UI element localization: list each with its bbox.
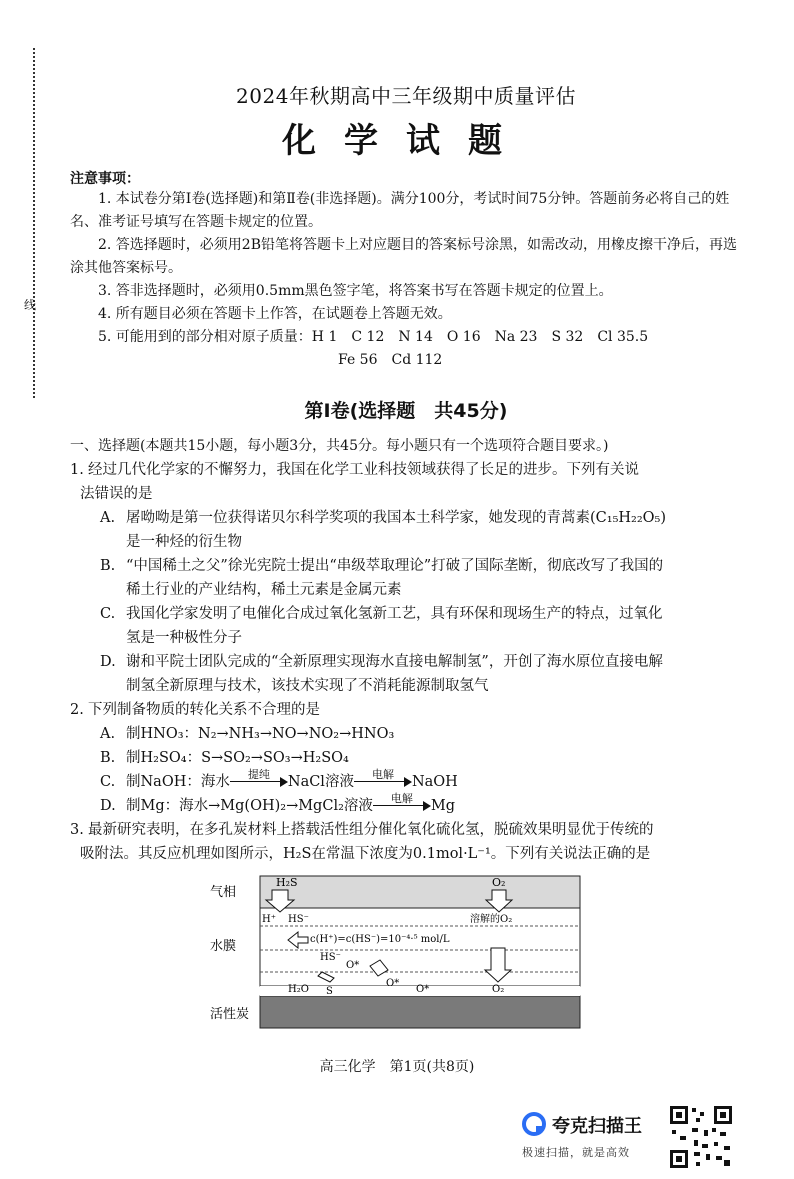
scanner-watermark	[522, 1112, 672, 1160]
label-s: S	[326, 986, 333, 997]
qr-code-icon	[668, 1104, 734, 1170]
question-1-stem: 1. 经过几代化学家的不懈努力，我国在化学工业科技领域获得了长足的进步。下列有关说	[70, 458, 742, 482]
label-o2-top: O₂	[492, 876, 506, 889]
page-footer: 高三化学 第1页(共8页)	[319, 1059, 475, 1075]
atomic-masses-line1: 5. 可能用到的部分相对原子质量：H 1 C 12 N 14 O 16 Na 23 S 32 Cl 35.5	[98, 329, 649, 345]
label-h2o: H₂O	[288, 984, 309, 995]
question-2-option-c: C. 制NaOH：海水 提纯 NaCl溶液 电解 NaOH	[100, 768, 458, 790]
brand-slogan: 极速扫描，就是高效	[522, 1146, 630, 1159]
activated-carbon-band	[260, 996, 580, 1028]
question-1-option-d-cont: 制氢全新原理与技术，该技术实现了不消耗能源制取氢气	[126, 678, 489, 694]
question-2-option-a: A. 制HNO₃：N₂→NH₃→NO→NO₂→HNO₃	[100, 726, 395, 742]
section-title: 第Ⅰ卷(选择题 共45分)	[304, 400, 508, 422]
exam-title: 2024年秋期高中三年级期中质量评估	[236, 84, 576, 108]
arrow-electrolysis: 电解	[354, 776, 412, 788]
label-hs-minus-2: HS⁻	[320, 952, 341, 963]
label-h2s: H₂S	[276, 876, 298, 889]
arrow-electrolysis: 电解	[373, 800, 431, 812]
label-o2-bottom: O₂	[492, 984, 505, 995]
label-gas-phase: 气相	[210, 885, 237, 900]
label-water-film: 水膜	[210, 939, 237, 954]
scanner-logo-icon	[522, 1112, 546, 1136]
question-1-option-c-cont: 氢是一种极性分子	[126, 630, 242, 646]
label-hs-minus: HS⁻	[288, 914, 309, 925]
subject-title: 化学试题	[282, 121, 530, 161]
brand-name: 夸克扫描王	[552, 1116, 642, 1137]
notice-title: 注意事项：	[70, 171, 140, 187]
question-number: 2.	[70, 702, 84, 718]
notice-item-4: 4. 所有题目必须在答题卡上作答，在试题卷上答题无效。	[98, 306, 452, 322]
question-2-option-b: B. 制H₂SO₄：S→SO₂→SO₃→H₂SO₄	[100, 750, 349, 766]
section-intro: 一、选择题(本题共15小题，每小题3分，共45分。每小题只有一个选项符合题目要求。)	[70, 438, 609, 454]
label-activated-carbon: 活性炭	[210, 1007, 250, 1022]
question-1-stem-cont: 法错误的是	[80, 486, 153, 502]
gas-phase-band	[260, 876, 580, 908]
notice-item-3: 3. 答非选择题时，必须用0.5mm黑色签字笔，将答案书写在答题卡规定的位置上。	[98, 283, 613, 299]
exam-page	[70, 0, 742, 866]
question-1-option-a: A. 屠呦呦是第一位获得诺贝尔科学奖项的我国本土科学家，她发现的青蒿素(C₁₅H₂₂O₅)	[100, 510, 667, 526]
label-equilibrium: c(H⁺)=c(HS⁻)=10⁻⁴·⁵ mol/L	[310, 934, 450, 945]
question-1-option-a-cont: 是一种烃的衍生物	[126, 534, 242, 550]
question-number: 3.	[70, 822, 84, 838]
label-o-star-1: O*	[346, 960, 360, 971]
arrow-purify: 提纯	[230, 776, 288, 788]
notice-item-2: 2. 答选择题时，必须用2B铅笔将答题卡上对应题目的答案标号涂黑，如需改动，用橡皮擦干净后，再选涂其他答案标号。	[70, 237, 738, 276]
question-1-option-d: D. 谢和平院士团队完成的“全新原理实现海水直接电解制氢”，开创了海水原位直接电解	[100, 654, 663, 670]
question-number: 1.	[70, 462, 84, 478]
binding-mark: 线	[24, 298, 37, 312]
binding-dotted-line	[33, 48, 35, 398]
question-3-stem-cont: 吸附法。其反应机理如图所示，H₂S在常温下浓度为0.1mol·L⁻¹。下列有关说法正确的是	[80, 846, 651, 862]
label-h-plus: H⁺	[262, 914, 276, 925]
question-1-option-c: C. 我国化学家发明了电催化合成过氧化氢新工艺，具有环保和现场生产的特点，过氧化	[100, 606, 663, 622]
label-o-star-2: O*	[386, 978, 400, 989]
label-o-star-3: O*	[416, 984, 430, 995]
question-2-option-d: D. 制Mg：海水→Mg(OH)₂→MgCl₂溶液 电解 Mg	[100, 792, 456, 814]
question-1-option-b-cont: 稀土行业的产业结构，稀土元素是金属元素	[126, 582, 402, 598]
reaction-mechanism-diagram	[210, 868, 590, 1038]
label-dissolved-o2: 溶解的O₂	[470, 914, 513, 925]
notice-item-1: 1. 本试卷分第Ⅰ卷(选择题)和第Ⅱ卷(非选择题)。满分100分，考试时间75分钟。答题前务必将自己的姓名、准考证号填写在答题卡规定的位置。	[70, 191, 730, 230]
question-3-stem: 3. 最新研究表明，在多孔炭材料上搭载活性组分催化氧化硫化氢，脱硫效果明显优于传统的	[70, 818, 742, 842]
question-1-option-b: B. “中国稀土之父”徐光宪院士提出“串级萃取理论”打破了国际垄断，彻底改写了我国的	[100, 558, 664, 574]
atomic-masses-line2: Fe 56 Cd 112	[338, 352, 443, 368]
question-2-stem: 2. 下列制备物质的转化关系不合理的是	[70, 698, 742, 722]
